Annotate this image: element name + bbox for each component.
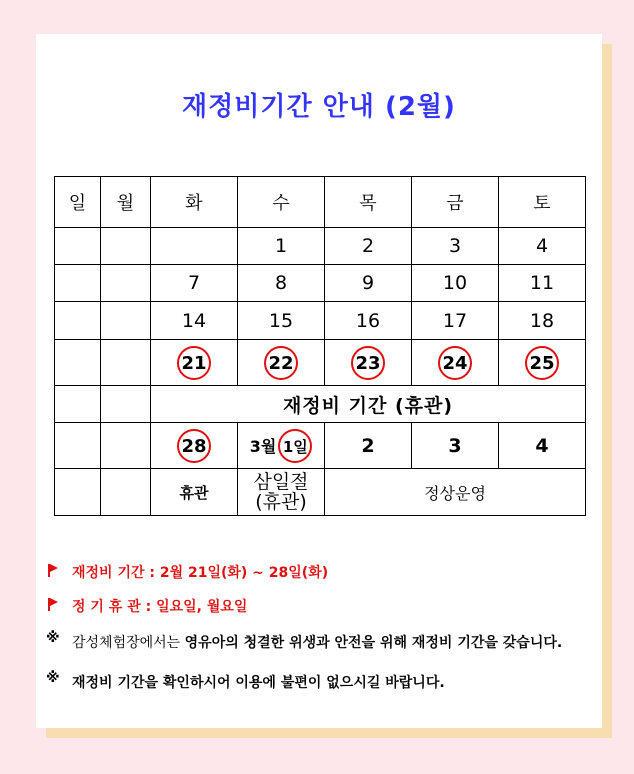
day-cell: 4 — [499, 228, 586, 265]
note-text — [72, 630, 562, 656]
weekday-fri: 금 — [412, 177, 499, 228]
day-cell — [499, 340, 586, 386]
day-cell: 4 — [499, 423, 586, 469]
day-cell — [238, 340, 325, 386]
circled-day: 1일 — [278, 429, 312, 463]
day-cell — [325, 340, 412, 386]
note-item — [42, 670, 598, 696]
calendar-week-row — [55, 340, 586, 386]
note-text: 정 기 휴 관 : 일요일, 월요일 — [72, 599, 248, 615]
circled-day: 21 — [177, 346, 211, 380]
day-cell: 16 — [325, 302, 412, 340]
day-cell: 1 — [238, 228, 325, 265]
notice-card — [36, 34, 602, 728]
flag-icon — [48, 598, 58, 611]
day-cell — [151, 228, 238, 265]
day-cell: 8 — [238, 265, 325, 302]
note-item — [42, 630, 598, 656]
day-cell — [101, 469, 151, 516]
weekday-mon: 월 — [101, 177, 151, 228]
day-cell — [55, 340, 101, 386]
day-cell — [101, 423, 151, 469]
calendar-week-row — [55, 302, 586, 340]
weekday-tue: 화 — [151, 177, 238, 228]
holiday-label — [238, 469, 325, 516]
reference-mark: ※ — [46, 670, 60, 686]
note-emphasis: 영유아의 청결한 위생과 안전을 위해 재정비 기간을 갖습니다. — [184, 635, 563, 651]
day-cell: 7 — [151, 265, 238, 302]
notes-section — [42, 562, 598, 710]
day-cell: 11 — [499, 265, 586, 302]
weekday-wed: 수 — [238, 177, 325, 228]
weekday-header-row — [55, 177, 586, 228]
day-cell: 2 — [325, 228, 412, 265]
maintenance-row — [55, 386, 586, 423]
note-text: 재정비 기간 : 2월 21일(화) ~ 28일(화) — [72, 565, 329, 581]
calendar-table — [54, 176, 586, 516]
day-cell — [101, 386, 151, 423]
day-cell — [55, 228, 101, 265]
status-row — [55, 469, 586, 516]
day-cell: 18 — [499, 302, 586, 340]
day-cell: 17 — [412, 302, 499, 340]
day-cell — [55, 265, 101, 302]
calendar-week-row — [55, 423, 586, 469]
day-cell: 9 — [325, 265, 412, 302]
page-title: 재정비기간 안내 (2월) — [182, 92, 456, 122]
day-cell: 3 — [412, 228, 499, 265]
flag-icon — [48, 564, 58, 577]
calendar-week-row — [55, 228, 586, 265]
day-cell: 14 — [151, 302, 238, 340]
day-cell — [238, 423, 325, 469]
note-prefix: 감성체험장에서는 — [72, 635, 185, 651]
circled-day: 24 — [438, 346, 472, 380]
day-cell — [101, 265, 151, 302]
day-cell — [151, 340, 238, 386]
day-cell — [412, 340, 499, 386]
day-cell — [55, 386, 101, 423]
day-cell: 10 — [412, 265, 499, 302]
maintenance-period-label: 재정비 기간 (휴관) — [151, 386, 586, 423]
circled-day: 25 — [525, 346, 559, 380]
calendar-week-row — [55, 265, 586, 302]
weekday-thu: 목 — [325, 177, 412, 228]
closed-label: 휴관 — [151, 469, 238, 516]
day-cell — [55, 302, 101, 340]
day-cell — [55, 469, 101, 516]
day-cell: 2 — [325, 423, 412, 469]
normal-operation-label: 정상운영 — [325, 469, 586, 516]
note-item — [42, 596, 598, 616]
reference-mark: ※ — [46, 630, 60, 646]
day-cell: 3 — [412, 423, 499, 469]
circled-day: 23 — [351, 346, 385, 380]
day-cell — [101, 340, 151, 386]
circled-day: 22 — [264, 346, 298, 380]
month-label: 3월 — [249, 436, 277, 456]
weekday-sat: 토 — [499, 177, 586, 228]
weekday-sun: 일 — [55, 177, 101, 228]
day-cell — [55, 423, 101, 469]
circled-day: 28 — [177, 429, 211, 463]
day-cell: 15 — [238, 302, 325, 340]
note-text: 재정비 기간을 확인하시어 이용에 불편이 없으시길 바랍니다. — [72, 675, 445, 691]
day-cell — [101, 228, 151, 265]
note-item — [42, 562, 598, 582]
day-cell — [151, 423, 238, 469]
holiday-name: 삼일절 — [253, 471, 309, 493]
day-cell — [101, 302, 151, 340]
holiday-closed: (휴관) — [255, 491, 307, 513]
